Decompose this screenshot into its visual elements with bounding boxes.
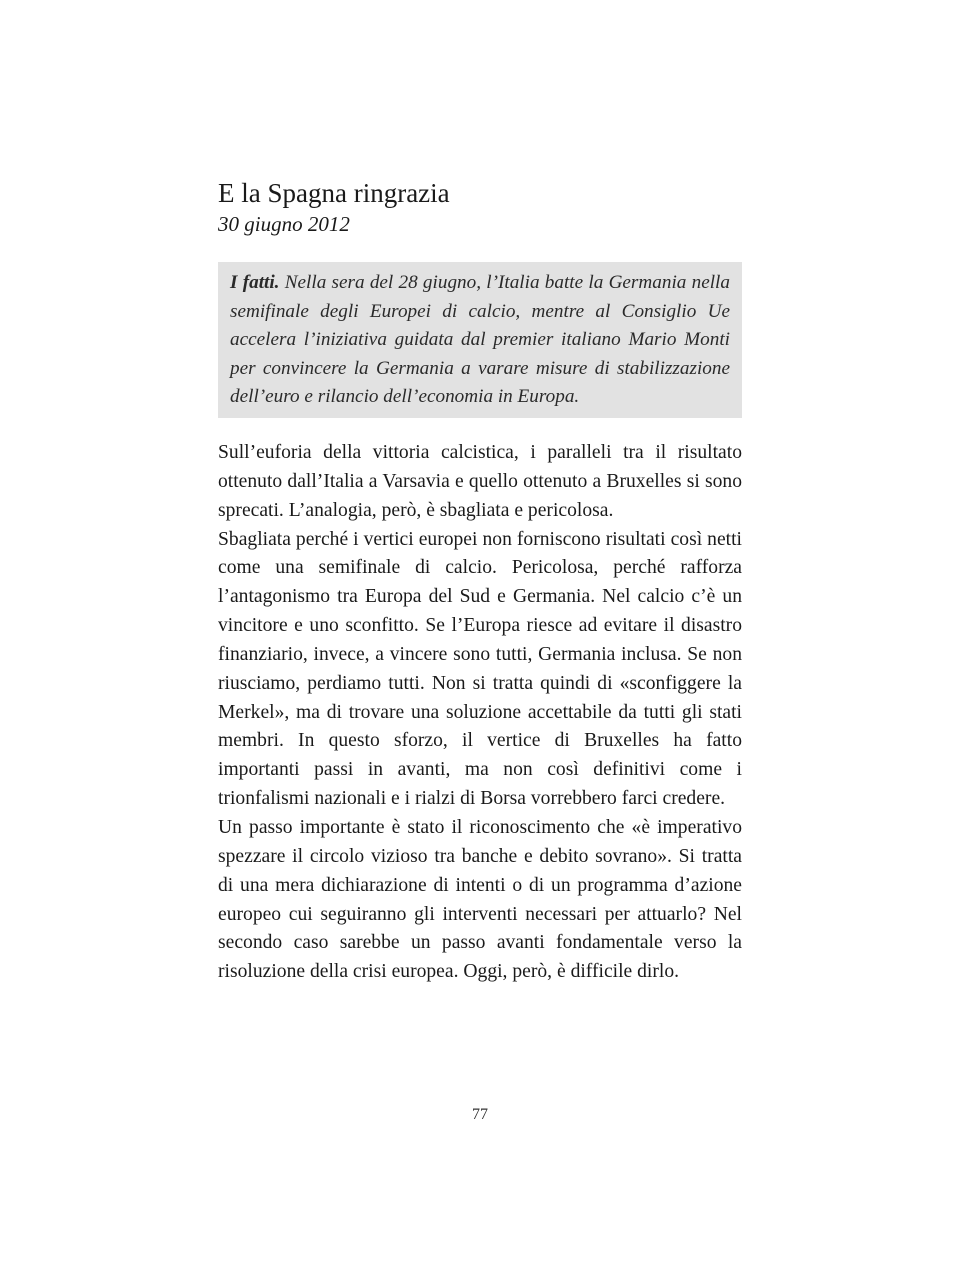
facts-label: I fatti. xyxy=(230,272,280,293)
facts-text: Nella sera del 28 giugno, l’Italia batte la Germania nella semifinale degli Europei di calcio, mentre al Consiglio Ue accelera l’iniziativa guidata dal premier italiano Mario Monti per convincere la Germania a varare misure di stabilizzazione dell’euro e rilancio dell’economia in Europa. xyxy=(230,272,730,408)
chapter-title: E la Spagna ringrazia xyxy=(218,178,450,208)
body-paragraph-1: Sull’euforia della vittoria calcistica, i paralleli tra il risultato ottenuto dall’Italia a Varsavia e quello ottenuto a Bruxelles si sono sprecati. L’analogia, però, è sbagliata e pericolosa. xyxy=(218,442,742,521)
body-paragraph-3: Un passo importante è stato il riconoscimento che «è imperativo spezzare il circolo vizioso tra banche e debito sovrano». Si tratta di una mera dichiarazione di intenti o di un programma d’azione europeo cui seguiranno gli interventi necessari per attuarlo? Nel secondo caso sarebbe un passo avanti fondamentale verso la risoluzione della crisi europea. Oggi, però, è difficile dirlo. xyxy=(218,816,742,983)
facts-box xyxy=(218,262,742,418)
page-number: 77 xyxy=(472,1106,488,1123)
body-text xyxy=(218,439,742,987)
chapter-date: 30 giugno 2012 xyxy=(218,212,350,236)
facts-paragraph xyxy=(230,269,730,412)
body-paragraph-2: Sbagliata perché i vertici europei non forniscono risultati così netti come una semifinale di calcio. Pericolosa, perché rafforza l’antagonismo tra Europa del Sud e Germania. Nel calcio c’è un vincitore e uno sconfitto. Se l’Europa riesce ad evitare il disastro finanziario, invece, a vincere sono tutti, Germania inclusa. Se non riusciamo, perdiamo tutti. Non si tratta quindi di «sconfiggere la Merkel», ma di trovare una soluzione accettabile da tutti gli stati membri. In questo sforzo, il vertice di Bruxelles ha fatto importanti passi in avanti, ma non così definitivi come i trionfalismi nazionali e i rialzi di Borsa vorrebbero farci credere. xyxy=(218,528,742,810)
